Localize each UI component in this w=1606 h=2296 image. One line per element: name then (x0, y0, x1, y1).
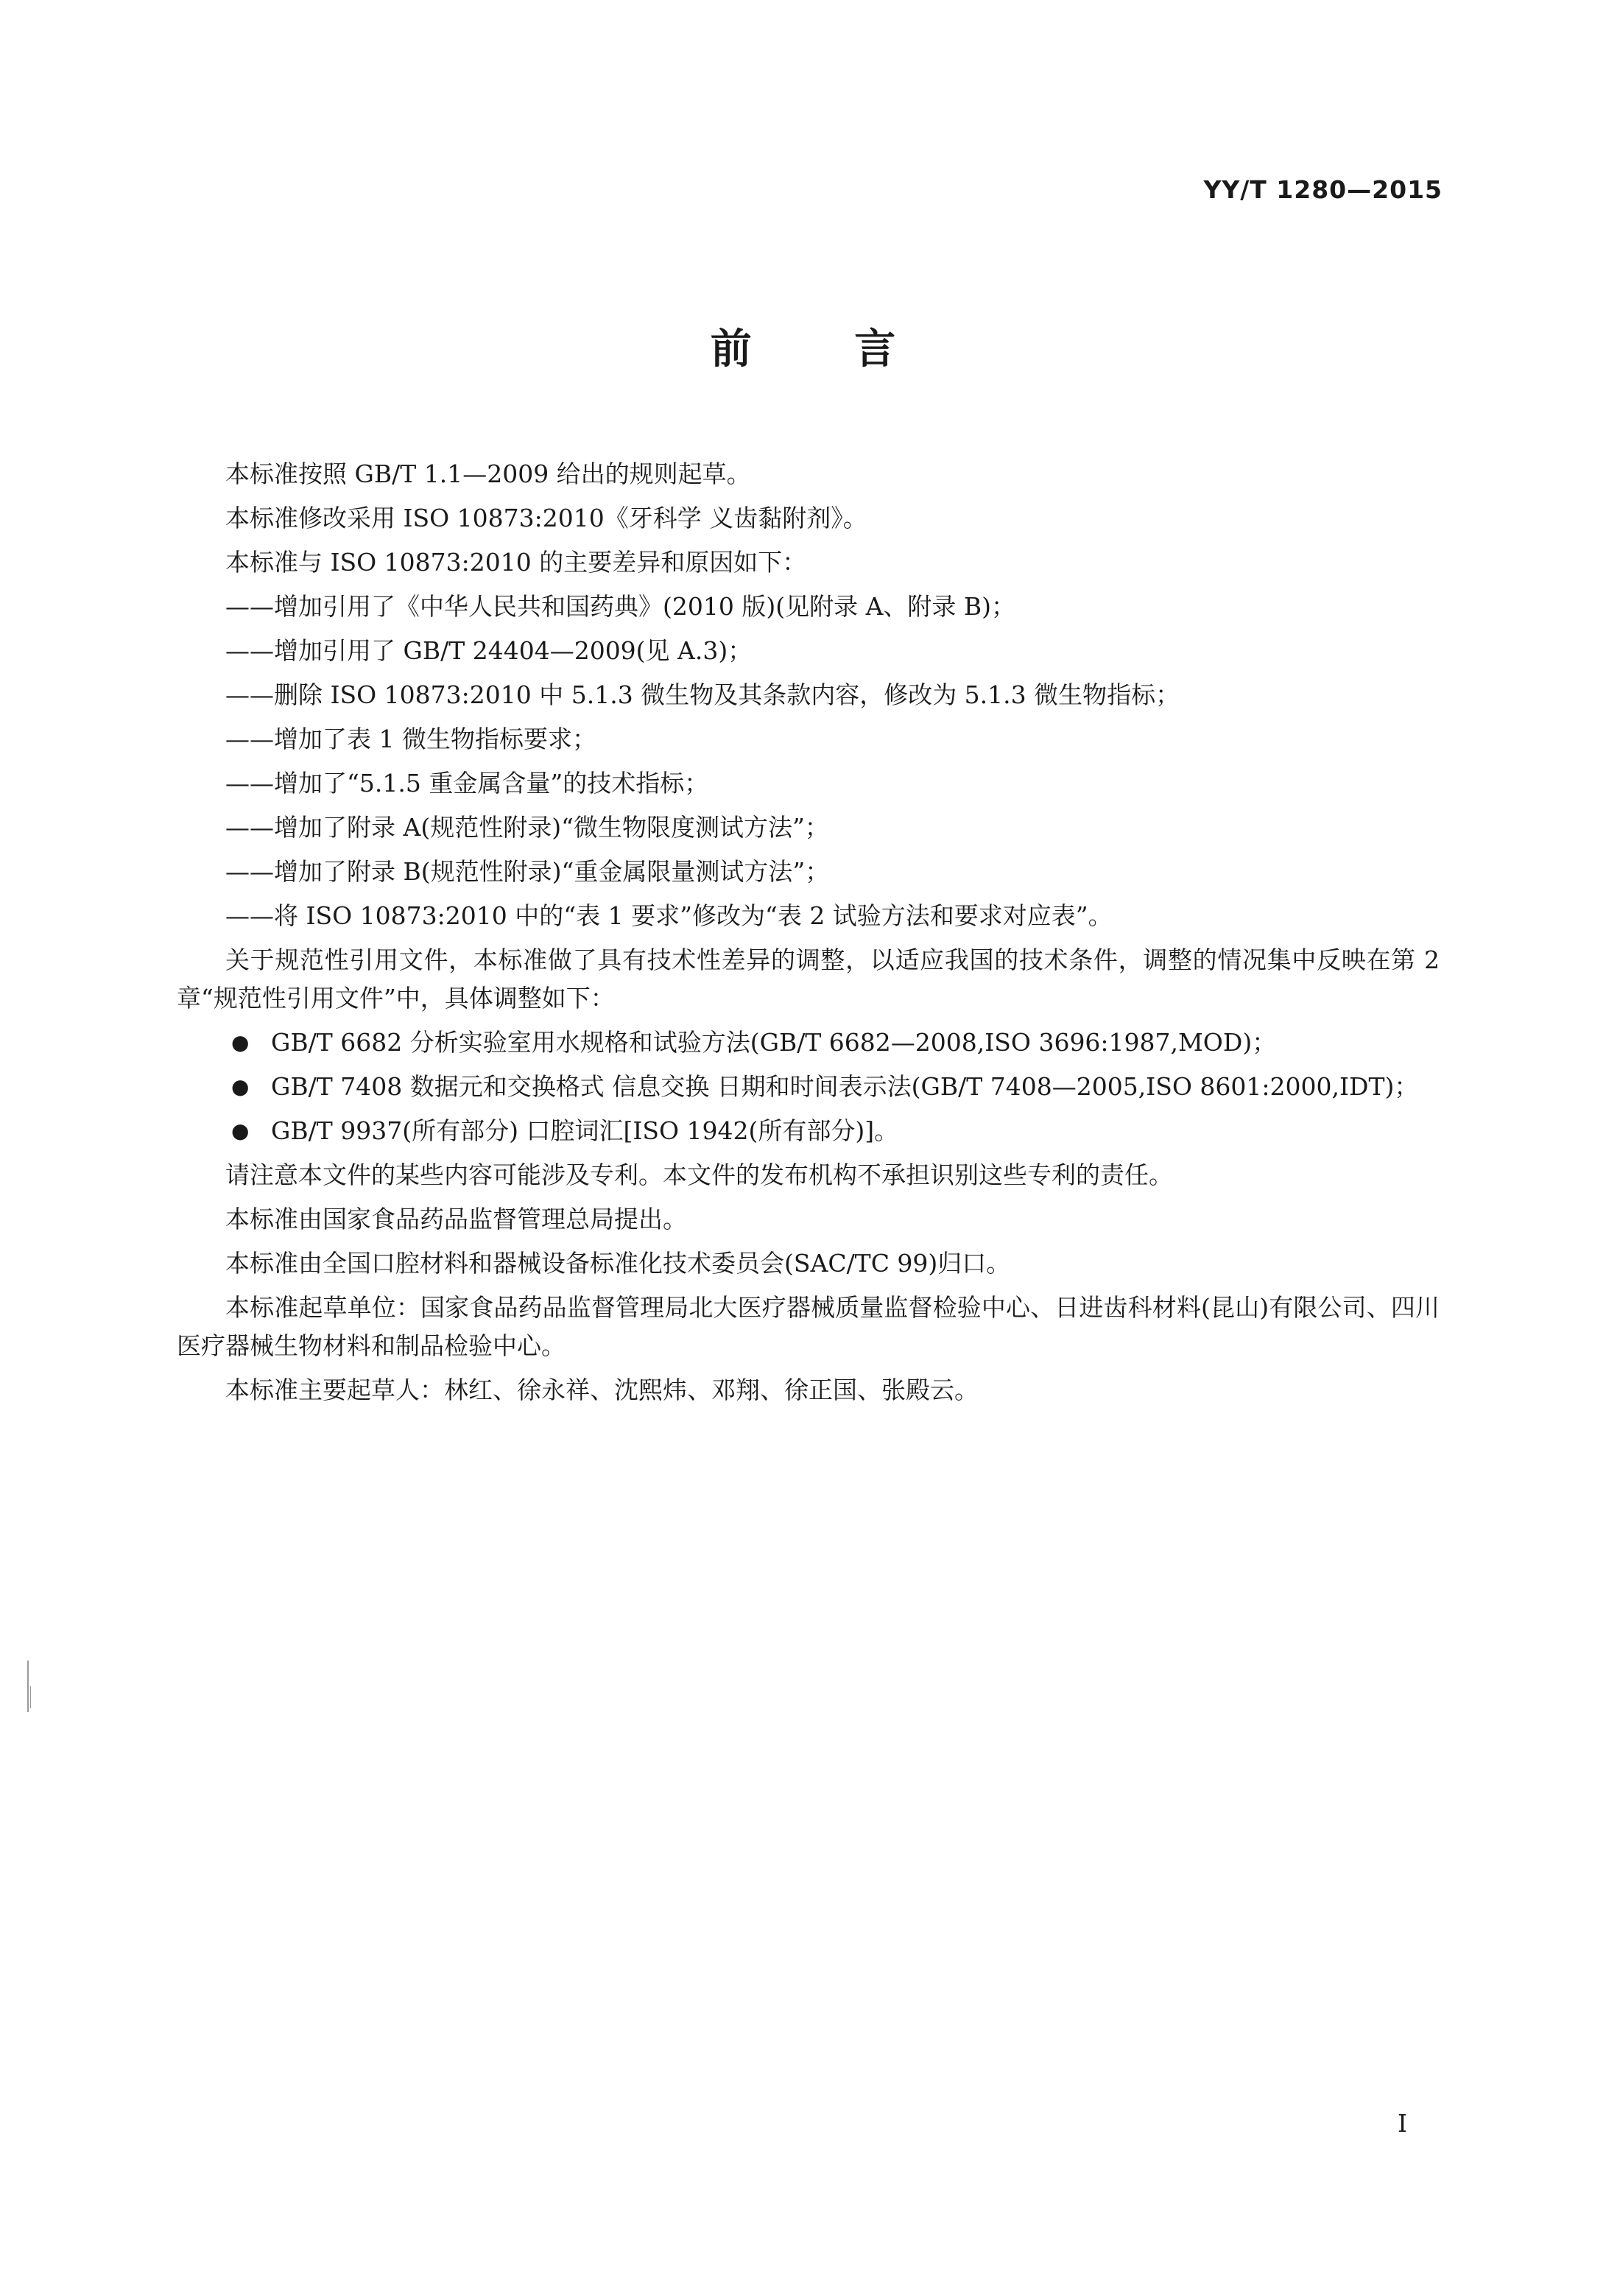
paragraph-technical-committee: 本标准由全国口腔材料和器械设备标准化技术委员会(SAC/TC 99)归口。 (225, 1249, 1011, 1278)
difference-item: ——将 ISO 10873:2010 中的“表 1 要求”修改为“表 2 试验方法和要求对应表”。 (225, 901, 1113, 930)
difference-item: ——增加了附录 A(规范性附录)“微生物限度测试方法”； (225, 813, 829, 842)
paragraph-proposer: 本标准由国家食品药品监督管理总局提出。 (225, 1205, 687, 1233)
difference-item: ——增加了表 1 微生物指标要求； (225, 725, 596, 753)
scan-artifact-line (30, 1686, 31, 1708)
difference-item: ——增加引用了《中华人民共和国药典》(2010 版)(见附录 A、附录 B)； (225, 592, 1016, 621)
difference-item: ——增加了附录 B(规范性附录)“重金属限量测试方法”； (225, 857, 830, 886)
paragraph-differences-intro: 本标准与 ISO 10873:2010 的主要差异和原因如下： (225, 548, 807, 577)
paragraph-drafting-rules: 本标准按照 GB/T 1.1—2009 给出的规则起草。 (225, 459, 751, 488)
page-number: I (1397, 2109, 1407, 2138)
reference-text: GB/T 9937(所有部分) 口腔词汇[ISO 1942(所有部分)]。 (271, 1116, 899, 1145)
paragraph-drafters: 本标准主要起草人：林红、徐永祥、沈熙炜、邓翔、徐正国、张殿云。 (225, 1376, 979, 1404)
bullet-icon: ● (231, 1074, 250, 1099)
bullet-icon: ● (231, 1030, 250, 1054)
foreword-body (177, 455, 1440, 1415)
paragraph-normative-references: 关于规范性引用文件，本标准做了具有技术性差异的调整，以适应我国的技术条件，调整的情况集中反映在第 2 章“规范性引用文件”中，具体调整如下： (177, 945, 1440, 1013)
reference-text: GB/T 7408 数据元和交换格式 信息交换 日期和时间表示法(GB/T 7408—2005,ISO 8601:2000,IDT)； (271, 1072, 1419, 1101)
difference-item: ——增加了“5.1.5 重金属含量”的技术指标； (225, 769, 709, 797)
scan-artifact-line (27, 1661, 29, 1712)
reference-list (177, 1024, 1440, 1150)
paragraph-adoption: 本标准修改采用 ISO 10873:2010《牙科学 义齿黏附剂》。 (225, 504, 867, 532)
paragraph-patent-notice: 请注意本文件的某些内容可能涉及专利。本文件的发布机构不承担识别这些专利的责任。 (225, 1161, 1173, 1189)
reference-item (177, 1068, 1440, 1106)
bullet-icon: ● (231, 1119, 250, 1143)
reference-text: GB/T 6682 分析实验室用水规格和试验方法(GB/T 6682—2008,ISO 3696:1987,MOD)； (271, 1028, 1277, 1057)
reference-item (177, 1112, 1440, 1150)
difference-item: ——增加引用了 GB/T 24404—2009(见 A.3)； (225, 636, 753, 665)
paragraph-drafting-units: 本标准起草单位：国家食品药品监督管理局北大医疗器械质量监督检验中心、日进齿科材料(昆山)有限公司、四川医疗器械生物材料和制品检验中心。 (177, 1293, 1440, 1360)
document-code: YY/T 1280—2015 (1203, 175, 1443, 204)
difference-item: ——删除 ISO 10873:2010 中 5.1.3 微生物及其条款内容，修改为 5.1.3 微生物指标； (225, 680, 1180, 709)
reference-item (177, 1024, 1440, 1062)
page-title: 前 言 (710, 325, 940, 373)
